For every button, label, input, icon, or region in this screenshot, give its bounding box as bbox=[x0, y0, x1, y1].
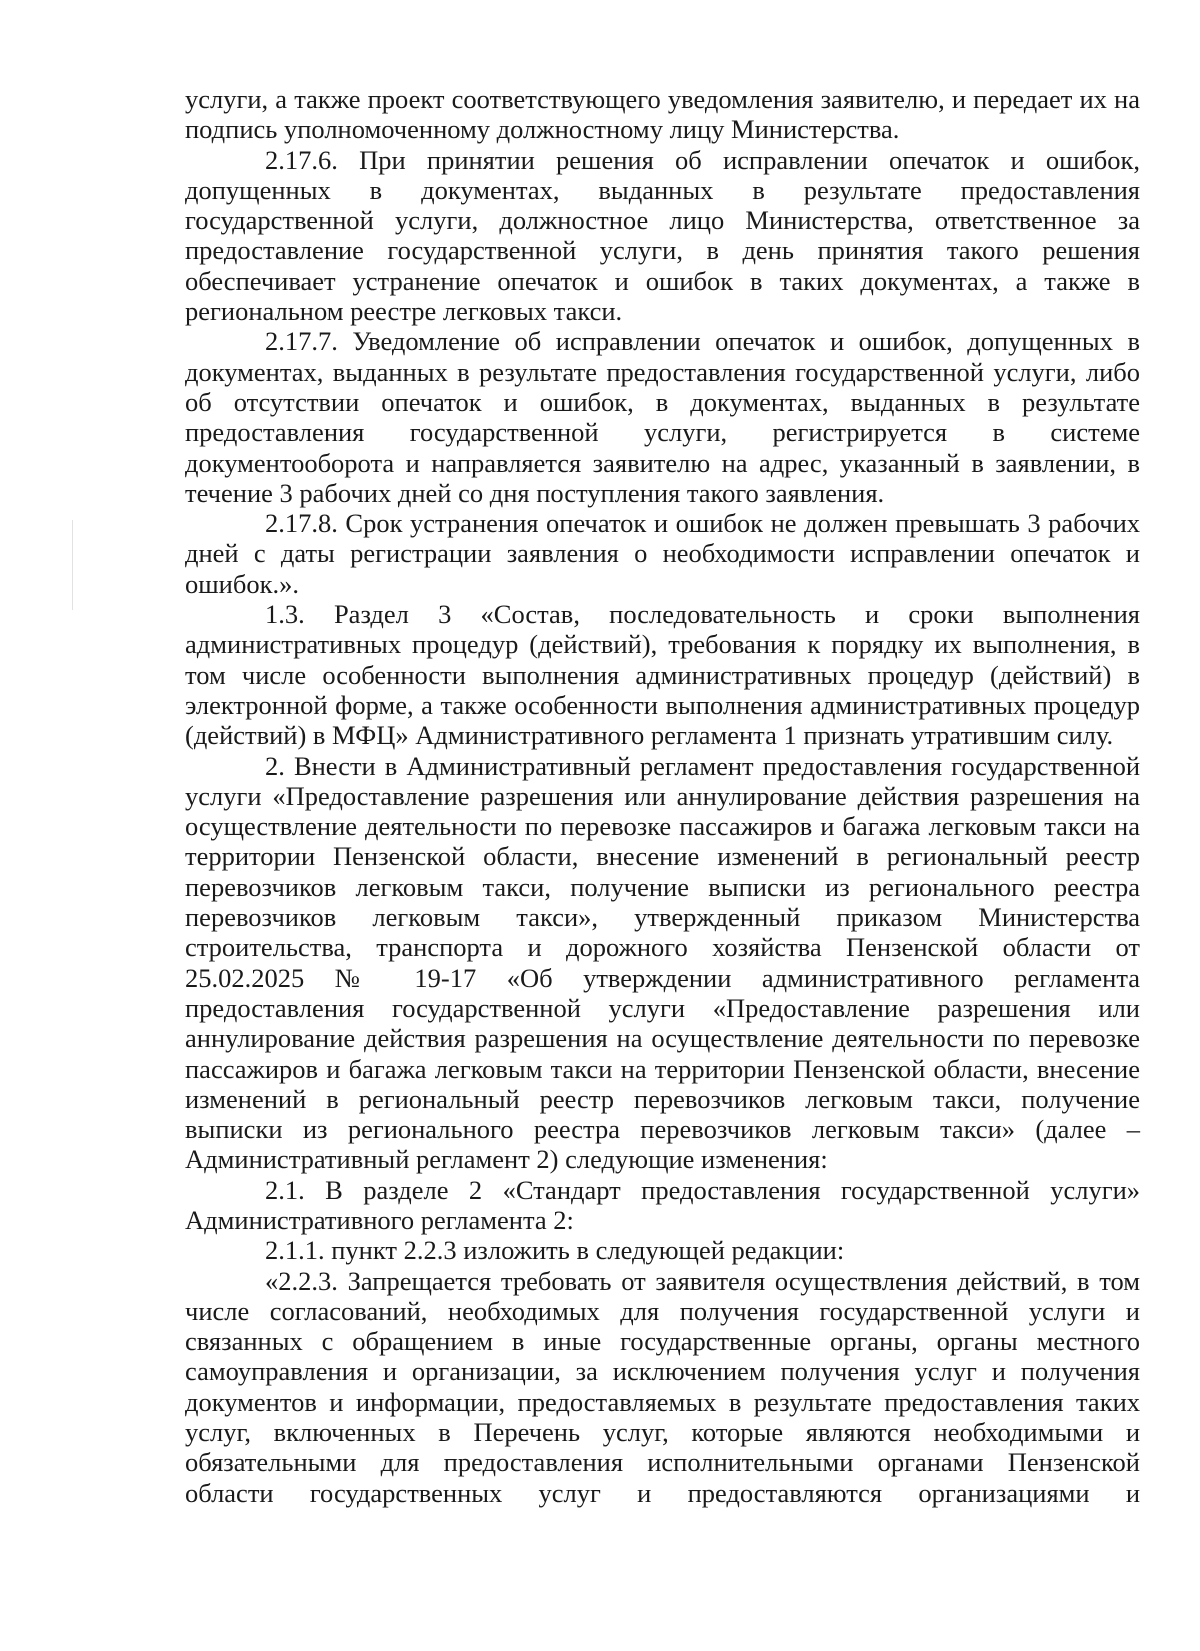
paragraph-2-1: 2.1. В разделе 2 «Стандарт предоставления государственной услуги» Административного регламента 2: bbox=[185, 1174, 1140, 1235]
paragraph-2-17-7: 2.17.7. Уведомление об исправлении опечаток и ошибок, допущенных в документах, выданных в результате предоставления государственной услуги, либо об отсутствии опечаток и ошибок, в документах, выданных в результате предоставления государственной услуги, регистрируется в системе документооборота и направляется заявителю на адрес, указанный в заявлении, в течение 3 рабочих дней со дня поступления такого заявления. bbox=[185, 326, 1140, 508]
paragraph-2-17-8: 2.17.8. Срок устранения опечаток и ошибок не должен превышать 3 рабочих дней с даты регистрации заявления о необходимости исправлении опечаток и ошибок.». bbox=[185, 508, 1140, 599]
scan-edge-mark bbox=[72, 520, 73, 610]
paragraph-2-1-1: 2.1.1. пункт 2.2.3 изложить в следующей редакции: bbox=[265, 1235, 845, 1266]
paragraph-2-2-3: «2.2.3. Запрещается требовать от заявителя осуществления действий, в том числе согласований, необходимых для получения государственной услуги и связанных с обращением в иные государственные органы, органы местного самоуправления и организации, за исключением получения услуг и получения документов и информации, предоставляемых в результате предоставления таких услуг, включенных в Перечень услуг, которые являются необходимыми и обязательными для предоставления исполнительными органами Пензенской области государственных услуг и предоставляются организациями и bbox=[185, 1265, 1140, 1508]
paragraph-2: 2. Внести в Административный регламент предоставления государственной услуги «Предоставление разрешения или аннулирование действия разрешения на осуществление деятельности по перевозке пассажиров и багажа легковым такси на территории Пензенской области, внесение изменений в региональный реестр перевозчиков легковым такси, получение выписки из регионального реестра перевозчиков легковым такси», утвержденный приказом Министерства строительства, транспорта и дорожного хозяйства Пензенской области от 25.02.2025 № 19-17 «Об утверждении административного регламента предоставления государственной услуги «Предоставление разрешения или аннулирование действия разрешения на осуществление деятельности по перевозке пассажиров и багажа легковым такси на территории Пензенской области, внесение изменений в региональный реестр перевозчиков легковым такси, получение выписки из регионального реестра перевозчиков легковым такси» (далее – Административный регламент 2) следующие изменения: bbox=[185, 750, 1140, 1175]
document-body bbox=[185, 84, 1140, 1508]
paragraph-1-3: 1.3. Раздел 3 «Состав, последовательность и сроки выполнения административных процедур (действий), требования к порядку их выполнения, в том числе особенности выполнения административных процедур (действий) в электронной форме, а также особенности выполнения административных процедур (действий) в МФЦ» Административного регламента 1 признать утратившим силу. bbox=[185, 599, 1140, 751]
paragraph-2-17-6: 2.17.6. При принятии решения об исправлении опечаток и ошибок, допущенных в документах, выданных в результате предоставления государственной услуги, должностное лицо Министерства, ответственное за предоставление государственной услуги, в день принятия такого решения обеспечивает устранение опечаток и ошибок в таких документах, а также в региональном реестре легковых такси. bbox=[185, 144, 1140, 327]
paragraph-continuation: услуги, а также проект соответствующего уведомления заявителю, и передает их на подпись уполномоченному должностному лицу Министерства. bbox=[185, 84, 1140, 145]
